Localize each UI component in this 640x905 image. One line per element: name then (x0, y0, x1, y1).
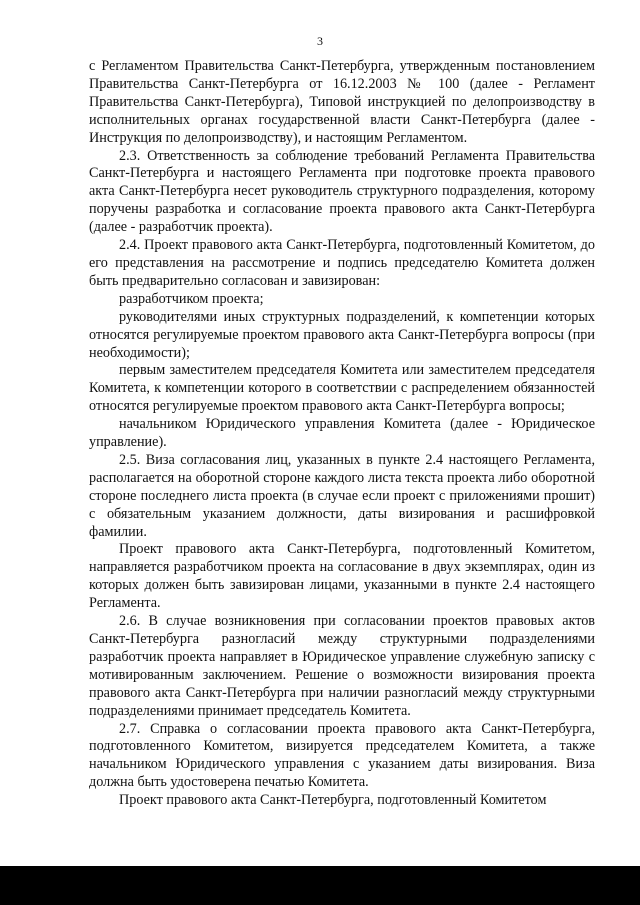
paragraph-2-7: 2.7. Справка о согласовании проекта правового акта Санкт-Петербурга, подготовленного Комитетом, визируется председателем Комитета, а также начальником Юридического управления с указанием даты визирования. Виза должна быть удостоверена печатью Комитета. (89, 720, 595, 791)
paragraph-2-5: 2.5. Виза согласования лиц, указанных в пункте 2.4 настоящего Регламента, располагается на оборотной стороне каждого листа текста проекта либо оборотной стороне последнего листа проекта (в случае если проект с приложениями прошит) с обязательным указанием должности, даты визирования и расшифровкой фамилии. (89, 451, 595, 540)
scan-bottom-border (0, 866, 640, 905)
list-item-deputy-chairman: первым заместителем председателя Комитета или заместителем председателя Комитета, к компетенции которого в соответствии с распределением обязанностей относятся регулируемые проектом правового акта Санкт-Петербурга вопросы; (89, 362, 595, 415)
paragraph-2-4: 2.4. Проект правового акта Санкт-Петербурга, подготовленный Комитетом, до его представления на рассмотрение и подпись председателю Комитета должен быть предварительно согласован и завизирован: (89, 237, 595, 289)
list-item-developer: разработчиком проекта; (119, 290, 264, 307)
page-number: 3 (317, 34, 323, 48)
paragraph-2-6: 2.6. В случае возникновения при согласовании проектов правовых актов Санкт-Петербурга разногласий между структурными подразделениями разработчик проекта направляет в Юридическое управление служебную записку с мотивированным заключением. Решение о возможности визирования проекта правового акта Санкт-Петербурга при наличии разногласий между структурными подразделениями принимает председатель Комитета. (89, 613, 595, 719)
paragraph-2-3: 2.3. Ответственность за соблюдение требований Регламента Правительства Санкт-Петербурга и настоящего Регламента при подготовке проекта правового акта Санкт-Петербурга несет руководитель структурного подразделения, которому поручены разработка и согласование проекта правового акта Санкт-Петербурга (далее - разработчик проекта). (89, 147, 595, 236)
document-body (89, 58, 595, 810)
paragraph-continuation: с Регламентом Правительства Санкт-Петербурга, утвержденным постановлением Правительства Санкт-Петербурга от 16.12.2003 № 100 (далее - Регламент Правительства Санкт-Петербурга), Типовой инструкцией по делопроизводству в исполнительных органах государственной власти Санкт-Петербурга (далее - Инструкция по делопроизводству), и настоящим Регламентом. (89, 58, 595, 146)
paragraph-draft-prepared: Проект правового акта Санкт-Петербурга, подготовленный Комитетом (119, 792, 547, 809)
list-item-department-heads: руководителями иных структурных подразделений, к компетенции которых относятся регулируемые проектом правового акта Санкт-Петербурга вопросы (при необходимости); (89, 308, 595, 361)
list-item-legal-head: начальником Юридического управления Комитета (далее - Юридическое управление). (89, 416, 595, 451)
paragraph-draft-copies: Проект правового акта Санкт-Петербурга, подготовленный Комитетом, направляется разработчиком проекта на согласование в двух экземплярах, один из которых должен быть завизирован лицами, указанными в пункте 2.4 настоящего Регламента. (89, 541, 595, 612)
